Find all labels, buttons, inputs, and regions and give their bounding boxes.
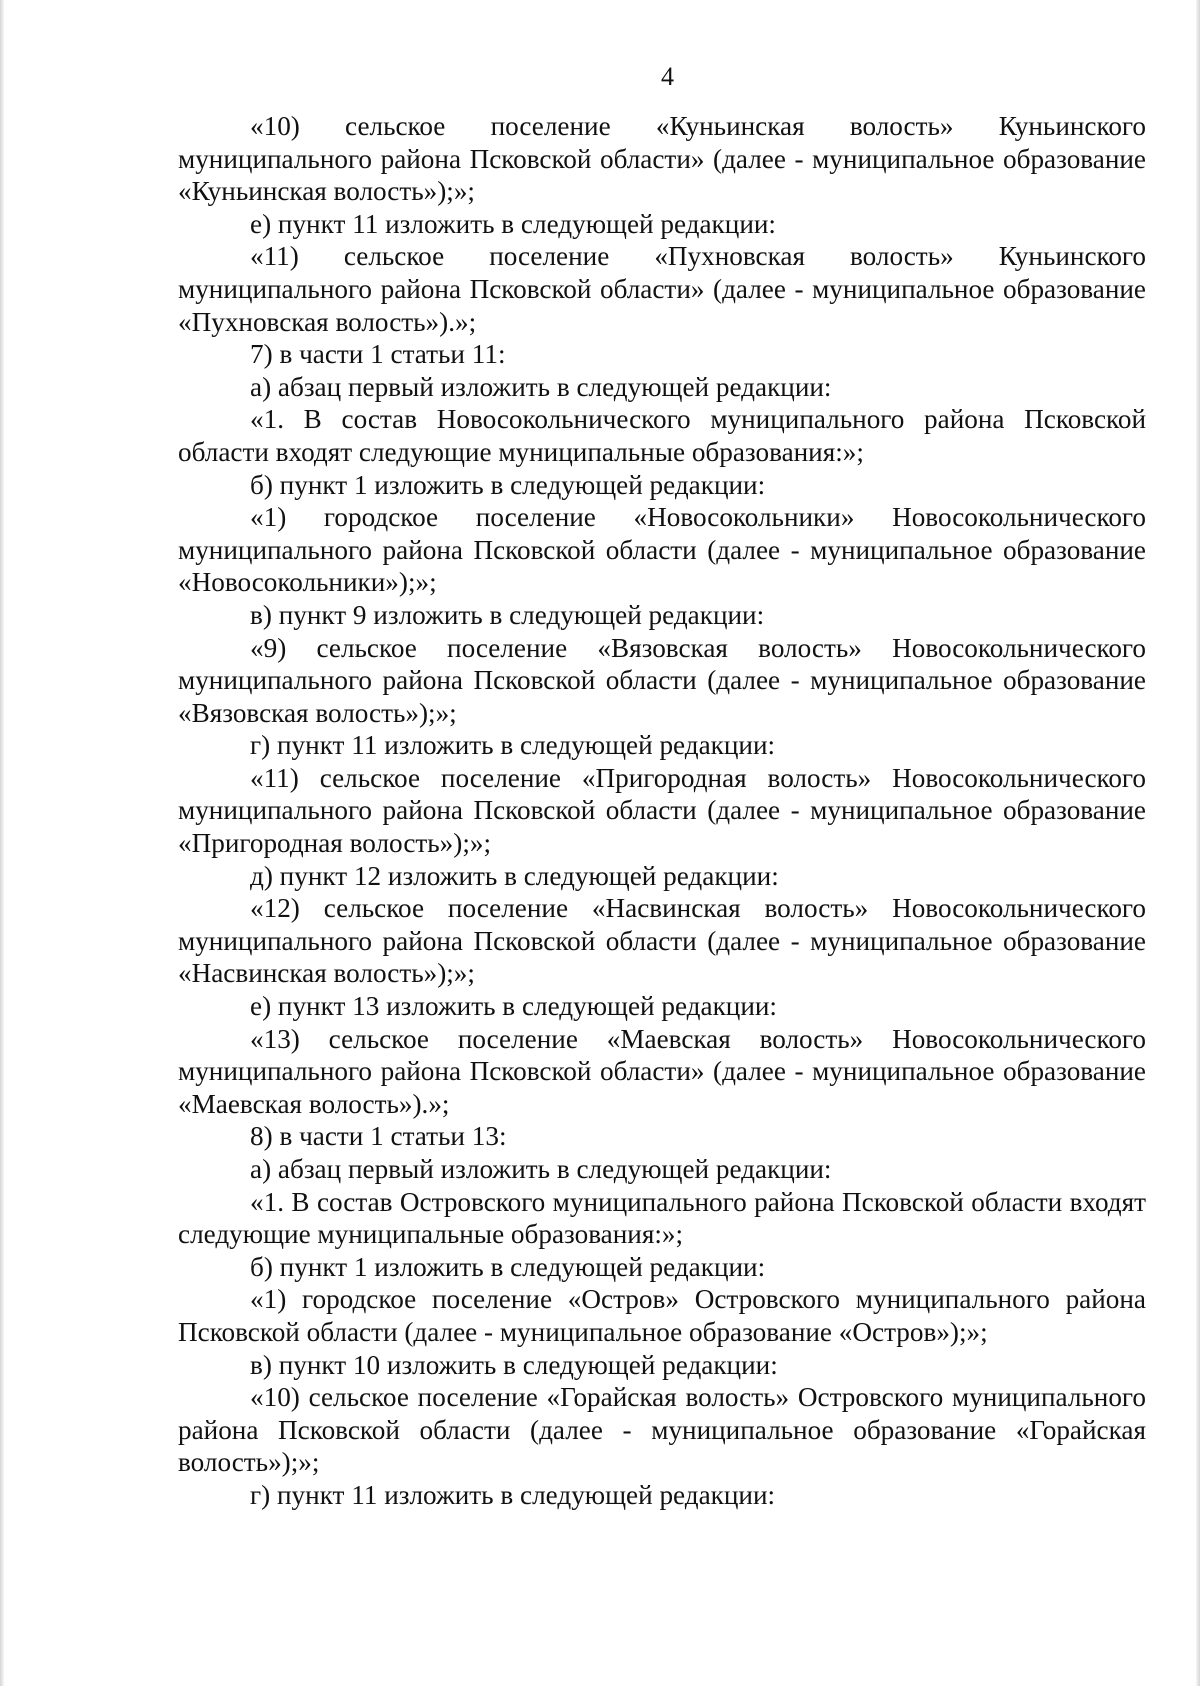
document-body — [178, 110, 1146, 1512]
paragraph-11: г) пункт 11 изложить в следующей редакции: — [250, 730, 776, 761]
paragraph-6: «1. В состав Новосокольнического муниципального района Псковской области входят следующие муниципальные образования:»; — [178, 404, 1146, 467]
scan-edge-left — [0, 0, 4, 1686]
paragraph-2: е) пункт 11 изложить в следующей редакции: — [250, 208, 776, 239]
paragraph-21: «1) городское поселение «Остров» Островского муниципального района Псковской области (далее - муниципальное образование «Остров»);»; — [178, 1284, 1146, 1347]
paragraph-12: «11) сельское поселение «Пригородная волость» Новосокольнического муниципального района Псковской области (далее - муниципальное образование «Пригородная волость»);»; — [178, 762, 1146, 859]
scan-edge-right — [1196, 0, 1200, 1686]
paragraph-24: г) пункт 11 изложить в следующей редакции: — [250, 1479, 776, 1510]
page-number: 4 — [661, 62, 674, 91]
paragraph-20: б) пункт 1 изложить в следующей редакции: — [250, 1251, 766, 1282]
paragraph-5: а) абзац первый изложить в следующей редакции: — [250, 371, 832, 402]
paragraph-8: «1) городское поселение «Новосокольники» Новосокольнического муниципального района Псковской области (далее - муниципальное образование «Новосокольники»);»; — [178, 502, 1146, 598]
paragraph-23: «10) сельское поселение «Горайская волость» Островского муниципального района Псковской области (далее - муниципальное образование «Горайская волость»);»; — [178, 1382, 1146, 1478]
paragraph-16: «13) сельское поселение «Маевская волость» Новосокольнического муниципального района Псковской области» (далее - муниципальное образование «Маевская волость»).»; — [178, 1023, 1146, 1119]
paragraph-13: д) пункт 12 изложить в следующей редакции: — [250, 860, 779, 891]
paragraph-14: «12) сельское поселение «Насвинская волость» Новосокольнического муниципального района Псковской области (далее - муниципальное образование «Насвинская волость»);»; — [178, 893, 1146, 989]
paragraph-17: 8) в части 1 статьи 13: — [250, 1121, 507, 1152]
paragraph-18: а) абзац первый изложить в следующей редакции: — [250, 1154, 832, 1184]
paragraph-15: е) пункт 13 изложить в следующей редакции: — [250, 991, 777, 1022]
paragraph-7: б) пункт 1 изложить в следующей редакции: — [250, 469, 766, 500]
paragraph-3: «11) сельское поселение «Пухновская волость» Куньинского муниципального района Псковской области» (далее - муниципальное образование «Пухновская волость»).»; — [178, 241, 1146, 337]
paragraph-4: 7) в части 1 статьи 11: — [250, 339, 506, 370]
paragraph-19: «1. В состав Островского муниципального района Псковской области входят следующие муниципальные образования:»; — [178, 1186, 1146, 1250]
paragraph-1: «10) сельское поселение «Куньинская волость» Куньинского муниципального района Псковской области» (далее - муниципальное образование «Куньинская волость»);»; — [178, 111, 1146, 207]
paragraph-22: в) пункт 10 изложить в следующей редакции: — [250, 1349, 778, 1380]
paragraph-10: «9) сельское поселение «Вязовская волость» Новосокольнического муниципального района Псковской области (далее - муниципальное образование «Вязовская волость»);»; — [178, 632, 1146, 728]
paragraph-9: в) пункт 9 изложить в следующей редакции: — [250, 599, 765, 630]
